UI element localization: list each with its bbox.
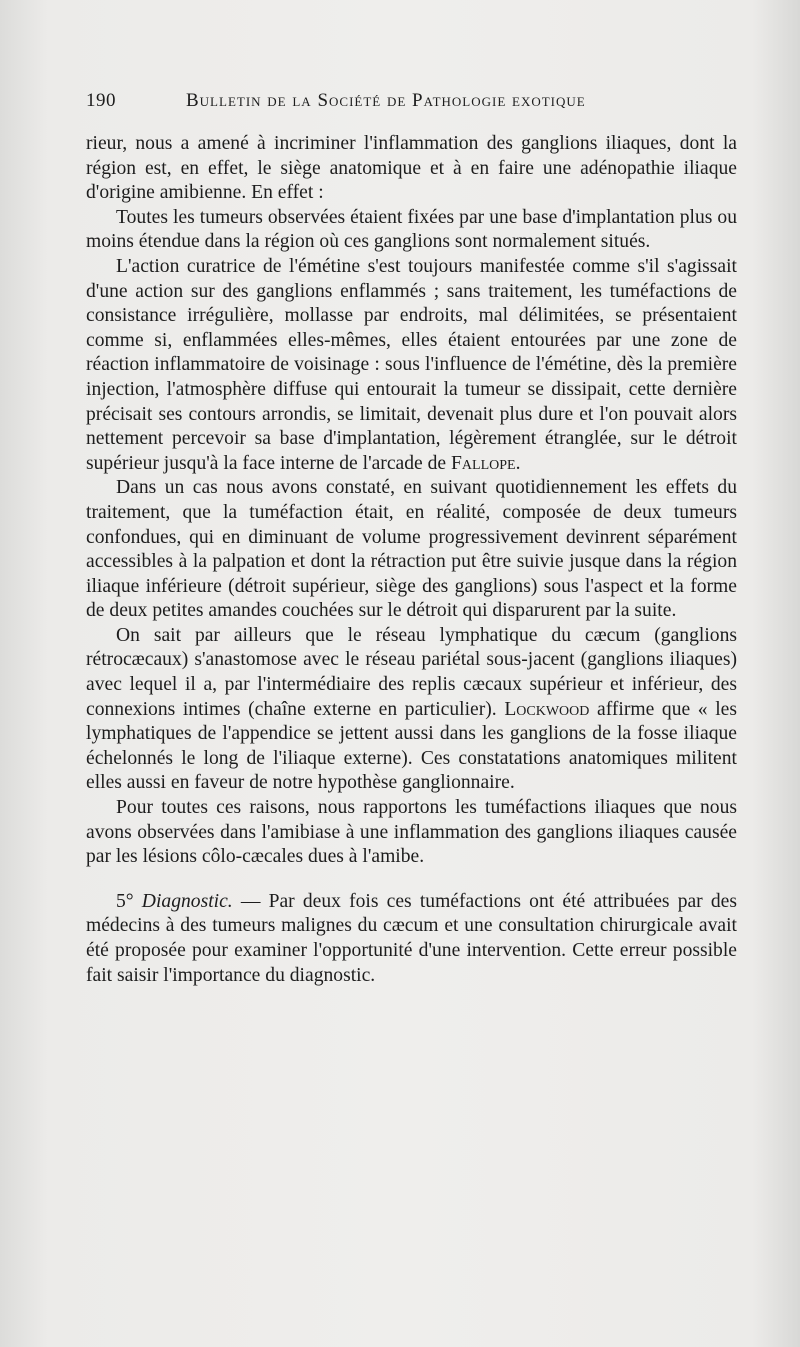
paragraph-text: Dans un cas nous avons constaté, en suivant quotidiennement les effets du traitement, que la tuméfaction était, en réalité, composée de deux tumeurs confondues, qui en diminuant de volume progressivement devinrent séparément accessibles à la palpation et dont la rétraction put être suivie jusque dans la région iliaque inférieure (détroit supérieur, siège des ganglions) sous l'aspect et la forme de deux petites amandes couchées sur le détroit qui disparurent par la suite. [86, 477, 737, 622]
paragraph-text-end: affirme que « les lymphatiques de l'appendice se jettent aussi dans les ganglions de la fosse iliaque échelonnés le long de l'iliaque externe). Ces constatations anatomiques militent elles aussi en faveur de notre hypothèse ganglionnaire. [86, 698, 737, 794]
paragraph-text-end: . [515, 452, 521, 474]
section-heading: Diagnostic. [141, 890, 233, 912]
paragraph-text: — Par deux fois ces tuméfactions ont été attribuées par des médecins à des tumeurs malignes du cæcum et une consultation chirurgicale avait été proposée pour examiner l'opportunité d'une intervention. Cette erreur possible fait saisir l'importance du diagnostic. [86, 890, 737, 986]
page-number: 190 [86, 90, 116, 111]
paragraph-text: Pour toutes ces raisons, nous rapportons les tuméfactions iliaques que nous avons observées dans l'amibiase à une inflammation des ganglions iliaques causée par les lésions côlo-cæcales dues à l'amibe. [86, 797, 737, 868]
body-text [86, 132, 737, 988]
author-name: Lockwood [504, 698, 590, 720]
paragraph-continuation [86, 132, 737, 206]
section-number: 5° [116, 890, 134, 912]
paragraph [86, 624, 737, 796]
paragraph [86, 476, 737, 624]
paragraph-text: rieur, nous a amené à incriminer l'inflammation des ganglions iliaques, dont la région est, en effet, le siège anatomique et à en faire une adénopathie iliaque d'origine amibienne. En effet : [86, 133, 737, 204]
paragraph [86, 796, 737, 870]
paragraph-text: L'action curatrice de l'émétine s'est toujours manifestée comme s'il s'agissait d'une action sur des ganglions enflammés ; sans traitement, les tuméfactions de consistance irrégulière, mollasse par endroits, mal délimitées, se présentaient comme si, enflammées elles-mêmes, elles étaient entourées par une zone de réaction inflammatoire de voisinage : sous l'influence de l'émétine, dès la première injection, l'atmosphère diffuse qui entourait la tumeur se dissipait, cette dernière précisait ses contours arrondis, se limitait, devenait plus dure et l'on pouvait alors nettement percevoir sa base d'implantation, légèrement étranglée, sur le détroit supérieur jusqu'à la face interne de l'arcade de [86, 255, 737, 474]
author-name: Fallope [451, 452, 516, 474]
paragraph-text: On sait par ailleurs que le réseau lymphatique du cæcum (ganglions rétrocæcaux) s'anastomose avec le réseau pariétal sous-jacent (ganglions iliaques) avec lequel il a, par l'intermédiaire des replis cæcaux supérieur et inférieur, des connexions intimes (chaîne externe en particulier). [86, 624, 737, 720]
paragraph-text: Toutes les tumeurs observées étaient fixées par une base d'implantation plus ou moins étendue dans la région où ces ganglions sont normalement situés. [86, 206, 737, 253]
section-paragraph [86, 890, 737, 988]
paragraph [86, 206, 737, 255]
page-header [86, 90, 726, 116]
running-head: Bulletin de la Société de Pathologie exotique [186, 90, 586, 111]
paragraph [86, 255, 737, 476]
